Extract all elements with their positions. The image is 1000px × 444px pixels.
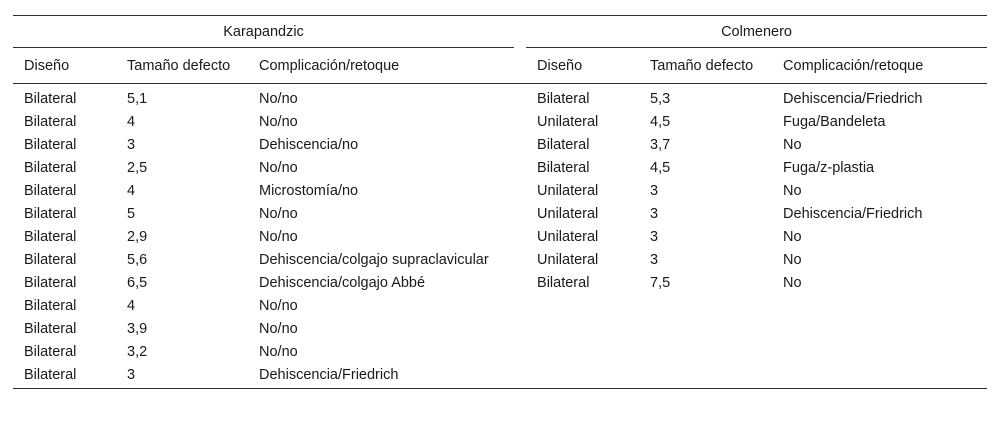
gap-cell — [514, 179, 526, 202]
gap-cell — [514, 156, 526, 179]
cell-size-right — [639, 340, 772, 363]
cell-design-right: Unilateral — [537, 183, 599, 199]
cell-size-right: 4,5 — [650, 160, 671, 176]
cell-complication-right — [772, 317, 987, 340]
cell-design-left: Bilateral — [24, 206, 77, 222]
gap-cell — [514, 317, 526, 340]
cell-size-right — [639, 294, 772, 317]
cell-size-left: 3,2 — [127, 344, 148, 360]
cell-size-left: 4 — [127, 183, 136, 199]
cell-complication-left: No/no — [259, 160, 298, 176]
table-row — [13, 340, 987, 363]
cell-size-left: 2,5 — [127, 160, 148, 176]
cell-design-left: Bilateral — [24, 91, 77, 107]
table-row — [13, 248, 987, 271]
cell-size-right — [639, 317, 772, 340]
cell-complication-right — [772, 340, 987, 363]
cell-size-left: 3 — [116, 363, 248, 389]
cell-design-right: Bilateral — [537, 137, 590, 153]
gap-cell — [514, 202, 526, 225]
cell-size-left: 5,6 — [127, 252, 148, 268]
cell-design-right — [526, 294, 639, 317]
group-gap — [514, 16, 526, 48]
cell-size-left: 5 — [127, 206, 136, 222]
cell-design-right: Bilateral — [537, 160, 590, 176]
cell-size-left: 5,1 — [127, 91, 148, 107]
cell-size-left: 6,5 — [127, 275, 148, 291]
cell-design-left: Bilateral — [24, 275, 77, 291]
cell-design-right: Unilateral — [537, 252, 599, 268]
cell-design-right: Bilateral — [537, 275, 590, 291]
column-header-complication-left: Complicación/retoque — [248, 48, 514, 84]
cell-complication-right: Fuga/Bandeleta — [783, 114, 886, 130]
cell-design-left: Bilateral — [24, 137, 77, 153]
column-header-size-left: Tamaño defecto — [116, 48, 248, 84]
cell-size-right: 7,5 — [650, 275, 671, 291]
column-header-complication-right: Complicación/retoque — [772, 48, 987, 84]
gap-cell — [514, 271, 526, 294]
cell-design-left: Bilateral — [24, 344, 77, 360]
table-row — [13, 271, 987, 294]
gap-cell — [514, 84, 526, 111]
cell-design-left: Bilateral — [13, 363, 116, 389]
table-row — [13, 294, 987, 317]
gap-cell — [514, 225, 526, 248]
table-row — [13, 133, 987, 156]
table-row — [13, 179, 987, 202]
cell-complication-right — [772, 363, 987, 389]
cell-complication-right: No — [783, 275, 802, 291]
cell-size-left: 2,9 — [127, 229, 148, 245]
cell-size-left: 4 — [127, 298, 136, 314]
cell-complication-left: Dehiscencia/colgajo supraclavicular — [259, 252, 489, 268]
cell-complication-right: No — [783, 252, 802, 268]
column-header-design-left: Diseño — [13, 48, 116, 84]
table-row — [13, 156, 987, 179]
cell-complication-left: No/no — [259, 114, 298, 130]
cell-size-right: 4,5 — [650, 114, 671, 130]
cell-size-left: 3 — [127, 137, 136, 153]
cell-complication-left: Dehiscencia/Friedrich — [248, 363, 514, 389]
table-row — [13, 110, 987, 133]
cell-complication-left: No/no — [259, 91, 298, 107]
table-row — [13, 84, 987, 111]
cell-size-right: 3 — [650, 183, 659, 199]
cell-size-right — [639, 363, 772, 389]
cell-size-right: 3,7 — [650, 137, 671, 153]
cell-complication-right: No — [783, 137, 802, 153]
cell-design-left: Bilateral — [24, 114, 77, 130]
cell-design-right: Bilateral — [537, 91, 590, 107]
cell-design-right: Unilateral — [537, 206, 599, 222]
cell-complication-left: No/no — [259, 229, 298, 245]
cell-complication-left: Microstomía/no — [259, 183, 359, 199]
gap-cell — [514, 133, 526, 156]
gap-cell — [514, 340, 526, 363]
cell-complication-left: No/no — [259, 206, 298, 222]
cell-size-right: 5,3 — [650, 91, 671, 107]
cell-design-left: Bilateral — [24, 229, 77, 245]
cell-size-right: 3 — [650, 229, 659, 245]
gap-cell — [514, 363, 526, 389]
cell-complication-right: No — [783, 229, 802, 245]
gap-cell — [514, 110, 526, 133]
cell-size-left: 3,9 — [127, 321, 148, 337]
cell-complication-left: No/no — [259, 298, 298, 314]
cell-complication-right: Fuga/z-plastia — [783, 160, 875, 176]
column-header-row — [13, 48, 987, 84]
cell-design-left: Bilateral — [24, 321, 77, 337]
cell-complication-right — [772, 294, 987, 317]
cell-complication-right: Dehiscencia/Friedrich — [783, 206, 923, 222]
table-row — [13, 225, 987, 248]
table-row — [13, 317, 987, 340]
results-table-container — [13, 15, 987, 389]
cell-design-left: Bilateral — [24, 160, 77, 176]
cell-size-right: 3 — [650, 252, 659, 268]
column-header-size-right: Tamaño defecto — [639, 48, 772, 84]
gap-cell — [514, 248, 526, 271]
gap-cell — [514, 294, 526, 317]
group-header-colmenero: Colmenero — [526, 16, 987, 48]
group-header-row — [13, 16, 987, 48]
cell-complication-right: Dehiscencia/Friedrich — [783, 91, 923, 107]
table-row — [13, 202, 987, 225]
cell-design-left: Bilateral — [24, 183, 77, 199]
cell-design-right — [526, 340, 639, 363]
cell-complication-left: Dehiscencia/colgajo Abbé — [259, 275, 426, 291]
cell-design-left: Bilateral — [24, 298, 77, 314]
cell-size-right: 3 — [650, 206, 659, 222]
cell-design-right — [526, 363, 639, 389]
table-row — [13, 363, 987, 389]
table-body — [13, 84, 987, 389]
group-header-karapandzic: Karapandzic — [13, 16, 514, 48]
cell-complication-left: No/no — [259, 321, 298, 337]
results-table — [13, 15, 987, 389]
cell-complication-left: Dehiscencia/no — [259, 137, 359, 153]
column-header-gap — [514, 48, 526, 84]
cell-complication-left: No/no — [259, 344, 298, 360]
column-header-design-right: Diseño — [526, 48, 639, 84]
cell-complication-right: No — [783, 183, 802, 199]
cell-design-right: Unilateral — [537, 114, 599, 130]
cell-design-right — [526, 317, 639, 340]
cell-size-left: 4 — [127, 114, 136, 130]
cell-design-right: Unilateral — [537, 229, 599, 245]
cell-design-left: Bilateral — [24, 252, 77, 268]
